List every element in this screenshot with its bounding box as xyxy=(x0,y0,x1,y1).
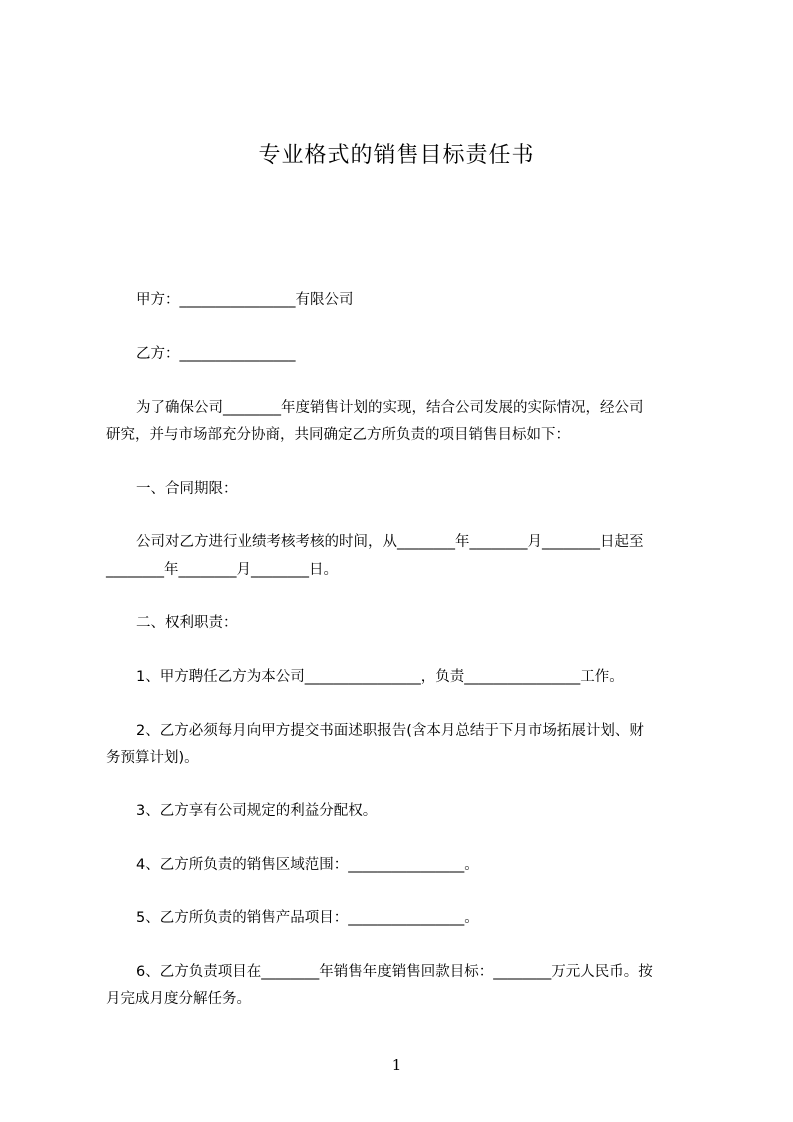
clause-6-line-2: 月完成月度分解任务。 xyxy=(106,991,251,1007)
contract-term-line-2: ________年________月________日。 xyxy=(106,562,338,578)
intro-paragraph-line-2: 研究，并与市场部充分协商，共同确定乙方所负责的项目销售目标如下： xyxy=(106,427,570,443)
clause-2-line-2: 务预算计划)。 xyxy=(106,750,199,766)
clause-4: 4、乙方所负责的销售区域范围：________________。 xyxy=(136,857,479,873)
party-b-line: 乙方：________________ xyxy=(136,346,296,362)
clause-2-line-1: 2、乙方必须每月向甲方提交书面述职报告(含本月总结于下月市场拓展计划、财 xyxy=(136,723,644,739)
page-number: 1 xyxy=(391,1056,402,1074)
clause-1: 1、甲方聘任乙方为本公司________________，负责________________工作。 xyxy=(136,669,624,685)
party-a-line: 甲方：________________有限公司 xyxy=(136,292,354,308)
clause-6-line-1: 6、乙方负责项目在________年销售年度销售回款目标：________万元人民币。按 xyxy=(136,964,653,980)
clause-5: 5、乙方所负责的销售产品项目：________________。 xyxy=(136,910,479,926)
section-heading-rights-duties: 二、权利职责： xyxy=(136,615,238,631)
section-heading-contract-term: 一、合同期限： xyxy=(136,481,238,497)
clause-3: 3、乙方享有公司规定的利益分配权。 xyxy=(136,803,378,819)
intro-paragraph-line-1: 为了确保公司________年度销售计划的实现，结合公司发展的实际情况，经公司 xyxy=(136,400,644,416)
contract-term-line-1: 公司对乙方进行业绩考核考核的时间，从________年________月________日起至 xyxy=(136,534,644,550)
document-title: 专业格式的销售目标责任书 xyxy=(258,143,535,168)
